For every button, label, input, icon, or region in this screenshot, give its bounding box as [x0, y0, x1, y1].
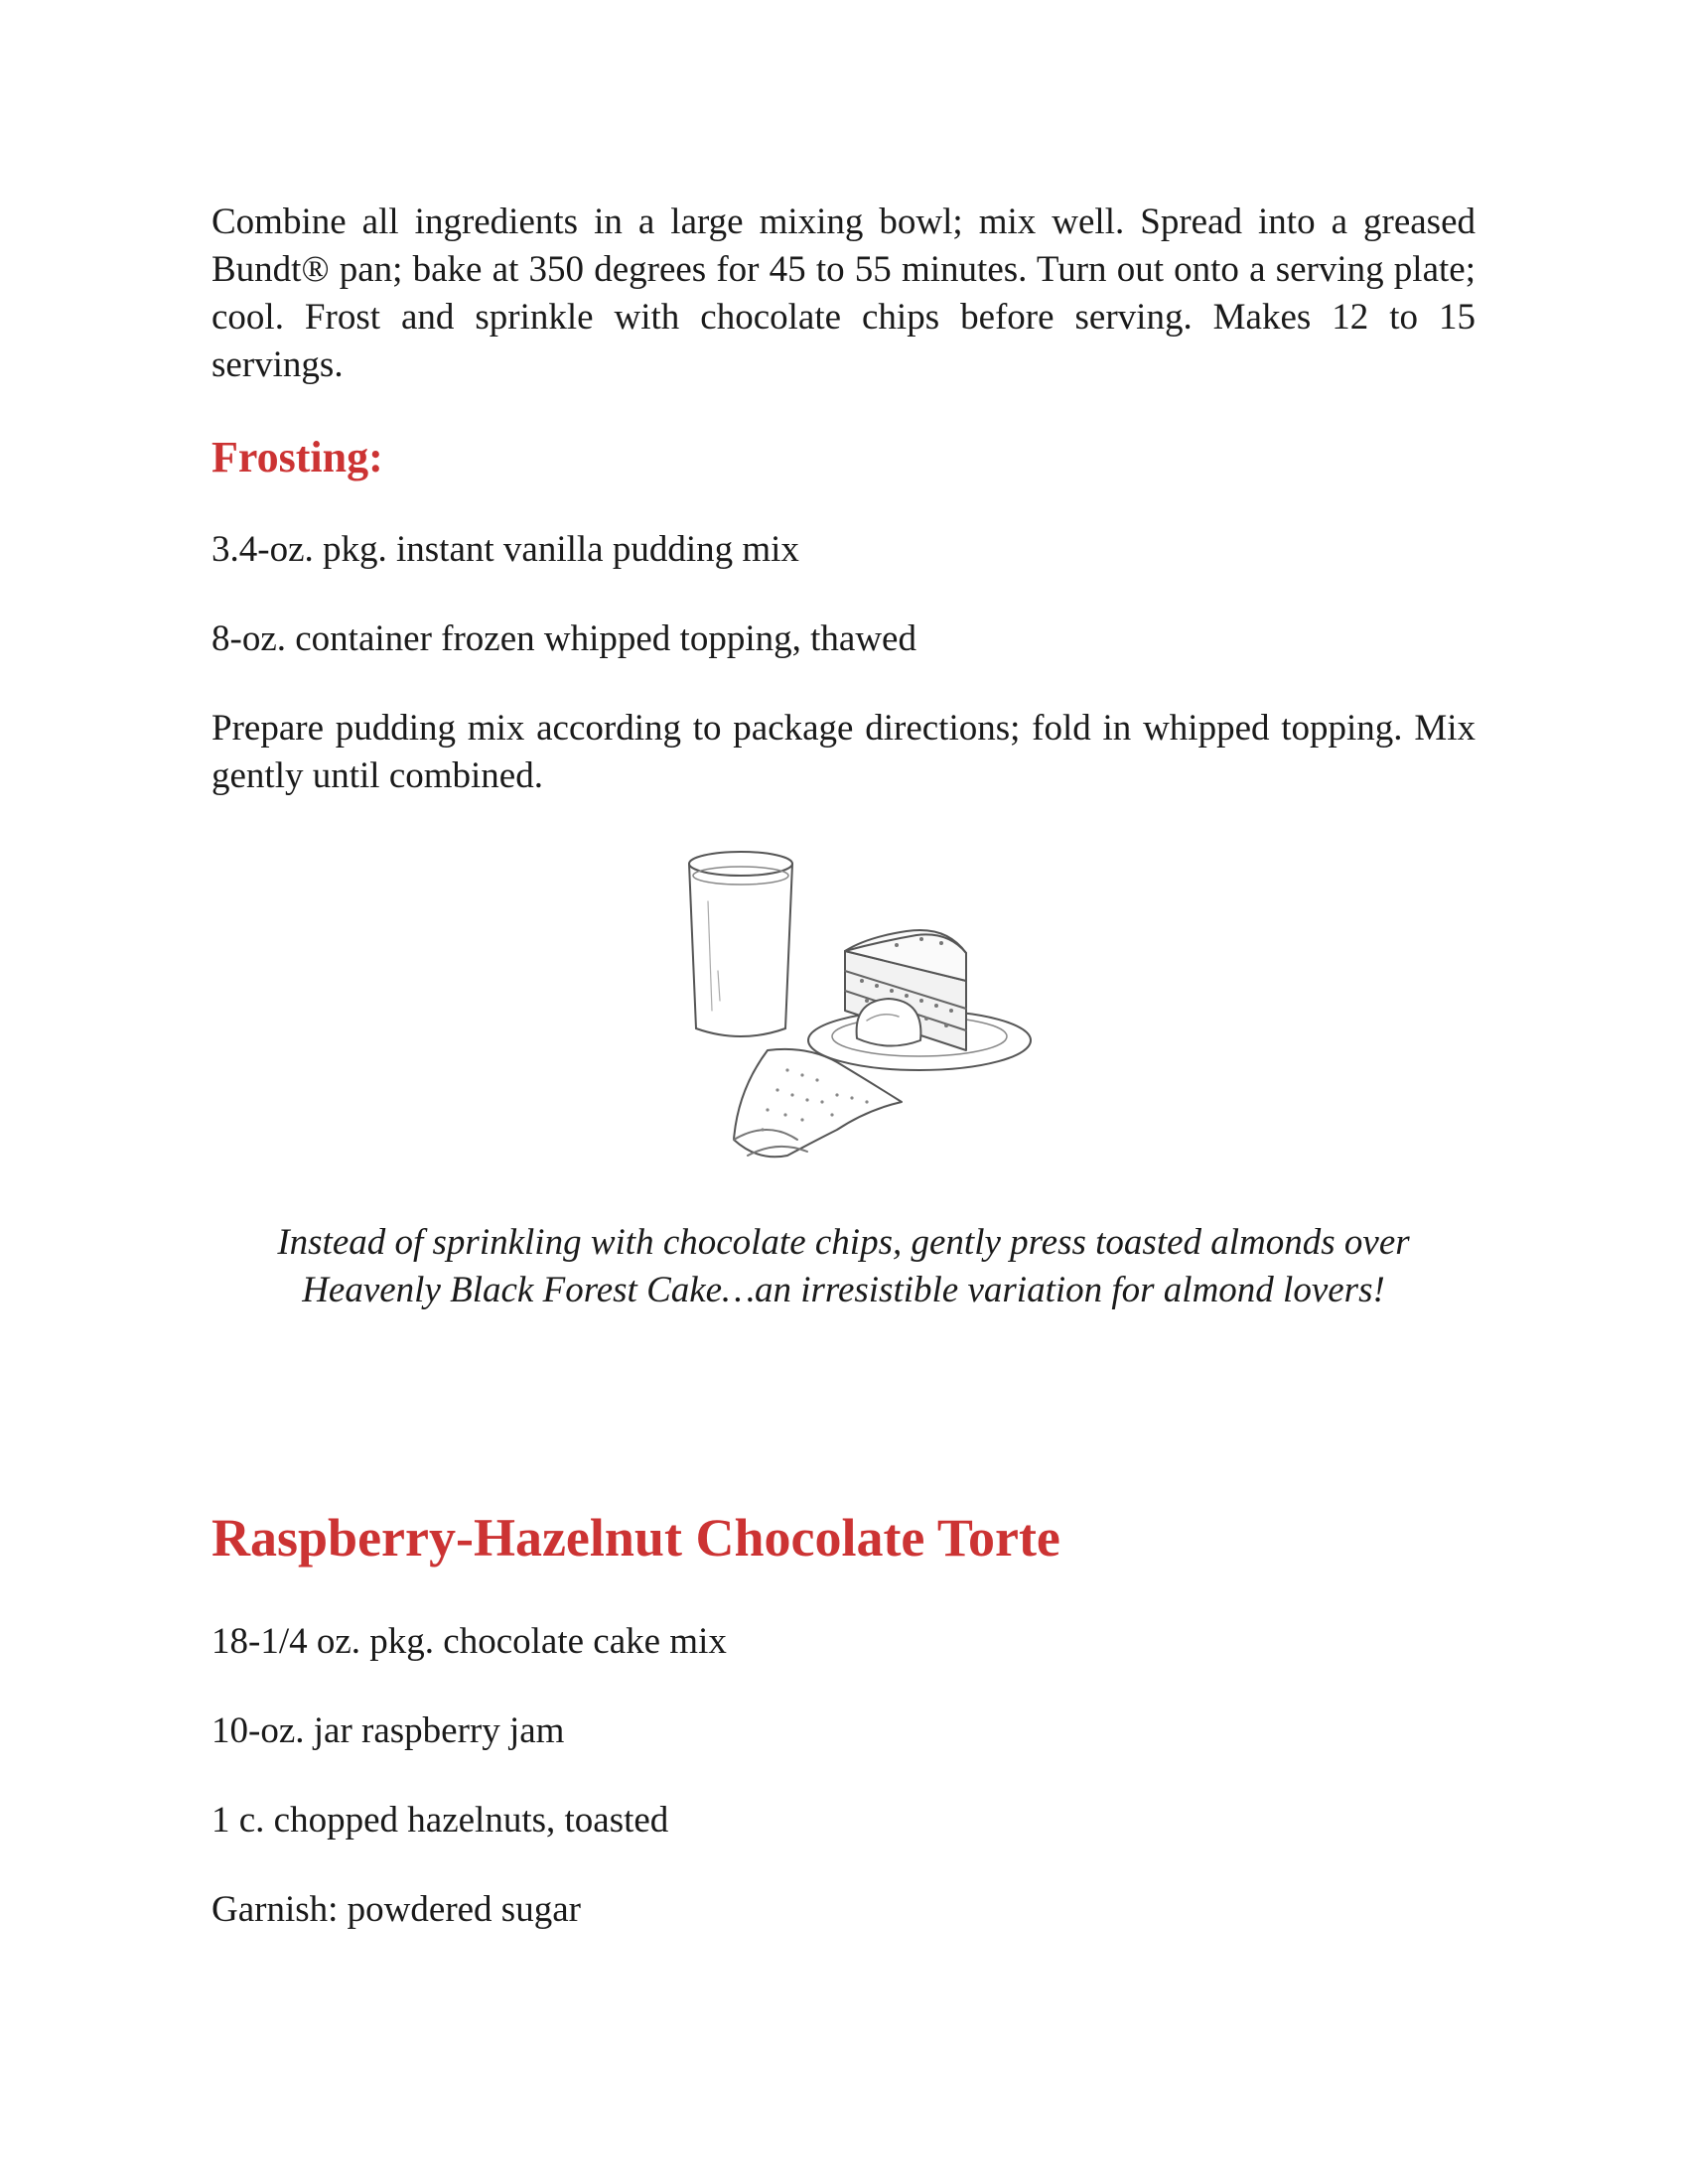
- frosting-directions: Prepare pudding mix according to package directions; fold in whipped topping. Mix gently until combined.: [211, 708, 1476, 796]
- intro-paragraph: Combine all ingredients in a large mixing bowl; mix well. Spread into a greased Bundt® pan; bake at 350 degrees for 45 to 55 minutes. Turn out onto a serving plate; cool. Frost and sprinkle with chocolate chips before serving. Makes 12 to 15 servings.: [211, 202, 1476, 385]
- document-page: [211, 0, 1476, 2184]
- frosting-ingredient: 8-oz. container frozen whipped topping, thawed: [211, 618, 916, 659]
- torte-ingredient: Garnish: powdered sugar: [211, 1889, 581, 1930]
- napkin-icon: [734, 1049, 902, 1157]
- torte-ingredient: 18-1/4 oz. pkg. chocolate cake mix: [211, 1621, 727, 1662]
- glass-icon: [689, 852, 792, 1036]
- frosting-heading: Frosting:: [211, 433, 383, 481]
- recipe-title: Raspberry-Hazelnut Chocolate Torte: [211, 1508, 1060, 1568]
- tip-text: Instead of sprinkling with chocolate chips, gently press toasted almonds over Heavenly Black Forest Cake…an irresistible variation for almond lovers!: [277, 1222, 1410, 1310]
- torte-ingredient: 10-oz. jar raspberry jam: [211, 1710, 565, 1751]
- torte-ingredient: 1 c. chopped hazelnuts, toasted: [211, 1800, 669, 1841]
- ice-cream-scoop-icon: [857, 999, 921, 1046]
- glass-and-cake-slice-illustration: [668, 842, 1036, 1169]
- frosting-ingredient: 3.4-oz. pkg. instant vanilla pudding mix: [211, 529, 799, 570]
